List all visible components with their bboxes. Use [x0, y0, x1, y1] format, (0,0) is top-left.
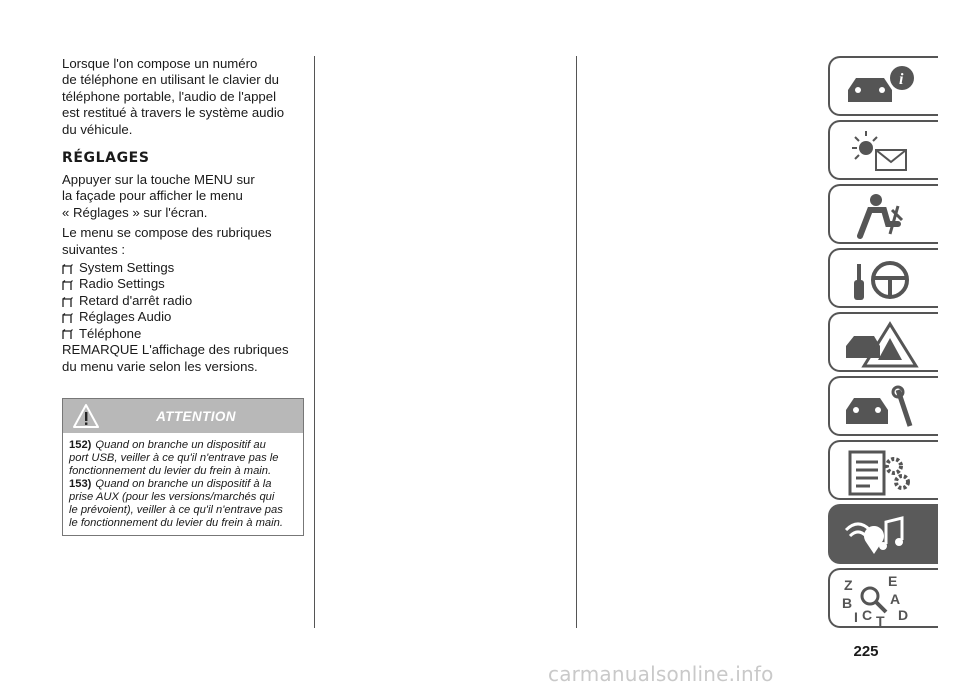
warning-triangle-icon	[73, 403, 99, 434]
list-item	[62, 326, 304, 342]
intro-line: Lorsque l'on compose un numéro	[62, 56, 258, 71]
settings-para-line: Appuyer sur la touche MENU sur	[62, 172, 255, 188]
settings-para-line: la façade pour afficher le menu	[62, 188, 243, 204]
intro-line: du véhicule.	[62, 121, 133, 137]
attention-note-line	[69, 439, 297, 452]
tab-car-info[interactable]	[828, 56, 938, 116]
tab-safety[interactable]	[828, 184, 938, 244]
list-item-label: Réglages Audio	[79, 309, 172, 325]
menu-items-list	[62, 260, 304, 342]
svg-text:i: i	[899, 71, 904, 88]
list-item	[62, 293, 304, 309]
svg-text:E: E	[888, 574, 898, 589]
left-column	[62, 56, 304, 375]
settings-para-line: Le menu se compose des rubriques	[62, 225, 272, 241]
svg-text:Z: Z	[844, 577, 853, 593]
attention-note-line: le fonctionnement du levier du frein à main.	[69, 517, 283, 529]
attention-note-line: fonctionnement du levier du frein à main.	[69, 465, 272, 477]
note-number: 152)	[69, 439, 92, 451]
attention-header	[63, 399, 303, 433]
attention-box	[62, 398, 304, 536]
bullet-icon	[62, 312, 73, 323]
tab-technical-data[interactable]	[828, 440, 938, 500]
tab-index[interactable]	[828, 568, 938, 628]
bullet-icon	[62, 279, 73, 290]
note-number: 153)	[69, 478, 92, 490]
list-item	[62, 276, 304, 292]
column-divider	[576, 56, 577, 628]
attention-note-line: prise AUX (pour les versions/marchés qui	[69, 491, 275, 503]
list-item-label: Radio Settings	[79, 276, 165, 292]
remark-line: REMARQUE L'affichage des rubriques	[62, 342, 289, 358]
tab-multimedia[interactable]	[828, 504, 938, 564]
watermark: carmanualsonline.info	[548, 662, 774, 686]
attention-note-line: port USB, veiller à ce qu'il n'entrave pas le	[69, 452, 279, 464]
list-item-label: Téléphone	[79, 325, 142, 341]
settings-heading: RÉGLAGES	[62, 150, 150, 167]
bullet-icon	[62, 296, 73, 307]
list-item	[62, 260, 304, 276]
remark-line: du menu varie selon les versions.	[62, 358, 258, 374]
note-text: Quand on branche un dispositif au	[95, 439, 266, 451]
svg-text:C: C	[862, 607, 873, 623]
svg-text:I: I	[854, 609, 858, 625]
list-item	[62, 309, 304, 325]
list-item-label: Retard d'arrêt radio	[79, 292, 193, 308]
settings-para-line: « Réglages » sur l'écran.	[62, 204, 208, 220]
attention-note-line: le prévoient), veiller à ce qu'il n'entrave pas	[69, 504, 283, 516]
intro-line: est restitué à travers le système audio	[62, 105, 285, 121]
column-divider	[314, 56, 315, 628]
svg-text:A: A	[890, 591, 901, 607]
settings-para-line: suivantes :	[62, 241, 126, 257]
attention-title: ATTENTION	[156, 408, 236, 424]
page-number: 225	[853, 643, 879, 660]
intro-line: de téléphone en utilisant le clavier du	[62, 72, 280, 88]
tab-starting-driving[interactable]	[828, 248, 938, 308]
bullet-icon	[62, 328, 73, 339]
note-text: Quand on branche un dispositif à la	[95, 478, 272, 490]
attention-body	[63, 433, 303, 535]
svg-text:B: B	[842, 595, 853, 611]
svg-text:T: T	[876, 613, 885, 626]
tab-emergency[interactable]	[828, 312, 938, 372]
list-item-label: System Settings	[79, 260, 175, 276]
svg-text:D: D	[898, 607, 909, 623]
attention-note-line	[69, 478, 297, 491]
tab-warning-lights[interactable]	[828, 120, 938, 180]
bullet-icon	[62, 263, 73, 274]
intro-line: téléphone portable, l'audio de l'appel	[62, 88, 277, 104]
tab-maintenance[interactable]	[828, 376, 938, 436]
